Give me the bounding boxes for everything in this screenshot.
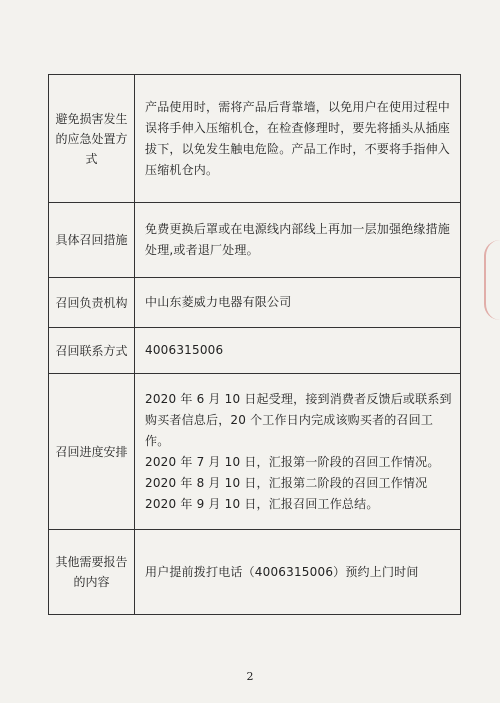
- row-label: 召回进度安排: [49, 374, 135, 530]
- content-paragraph: 用户提前拨打电话（4006315006）预约上门时间: [145, 564, 419, 579]
- content-paragraph: 产品使用时，需将产品后背靠墙，以免用户在使用过程中误将手伸入压缩机仓，在检查修理时，要先将插头从插座拔下，以免发生触电危险。产品工作时，不要将手指伸入压缩机仓内。: [145, 99, 451, 177]
- content-paragraph: 2020 年 8 月 10 日，汇报第二阶段的召回工作情况: [145, 475, 428, 490]
- row-content: [135, 530, 461, 615]
- row-label: 具体召回措施: [49, 203, 135, 278]
- row-label: 其他需要报告的内容: [49, 530, 135, 615]
- table-row: [49, 75, 461, 203]
- page-number: 2: [246, 670, 254, 683]
- row-content: [135, 328, 461, 374]
- row-content: [135, 75, 461, 203]
- table-row: [49, 278, 461, 328]
- recall-info-table: [48, 74, 461, 615]
- row-label: 避免损害发生的应急处置方式: [49, 75, 135, 203]
- content-paragraph: 免费更换后罩或在电源线内部线上再加一层加强绝缘措施处理,或者退厂处理。: [145, 222, 451, 257]
- row-label: 召回联系方式: [49, 328, 135, 374]
- table-row: [49, 530, 461, 615]
- table-row: [49, 374, 461, 530]
- table-row: [49, 328, 461, 374]
- content-paragraph: 4006315006: [145, 343, 224, 357]
- row-content: [135, 278, 461, 328]
- row-content: [135, 374, 461, 530]
- content-paragraph: 2020 年 9 月 10 日，汇报召回工作总结。: [145, 496, 379, 511]
- red-stamp-edge: [484, 240, 500, 320]
- row-content: [135, 203, 461, 278]
- content-paragraph: 中山东菱威力电器有限公司: [145, 295, 292, 309]
- table-row: [49, 203, 461, 278]
- row-label: 召回负责机构: [49, 278, 135, 328]
- content-paragraph: 2020 年 7 月 10 日，汇报第一阶段的召回工作情况。: [145, 454, 440, 469]
- content-paragraph: 2020 年 6 月 10 日起受理，接到消费者反馈后或联系到购买者信息后，20 个工作日内完成该购买者的召回工作。: [145, 391, 452, 448]
